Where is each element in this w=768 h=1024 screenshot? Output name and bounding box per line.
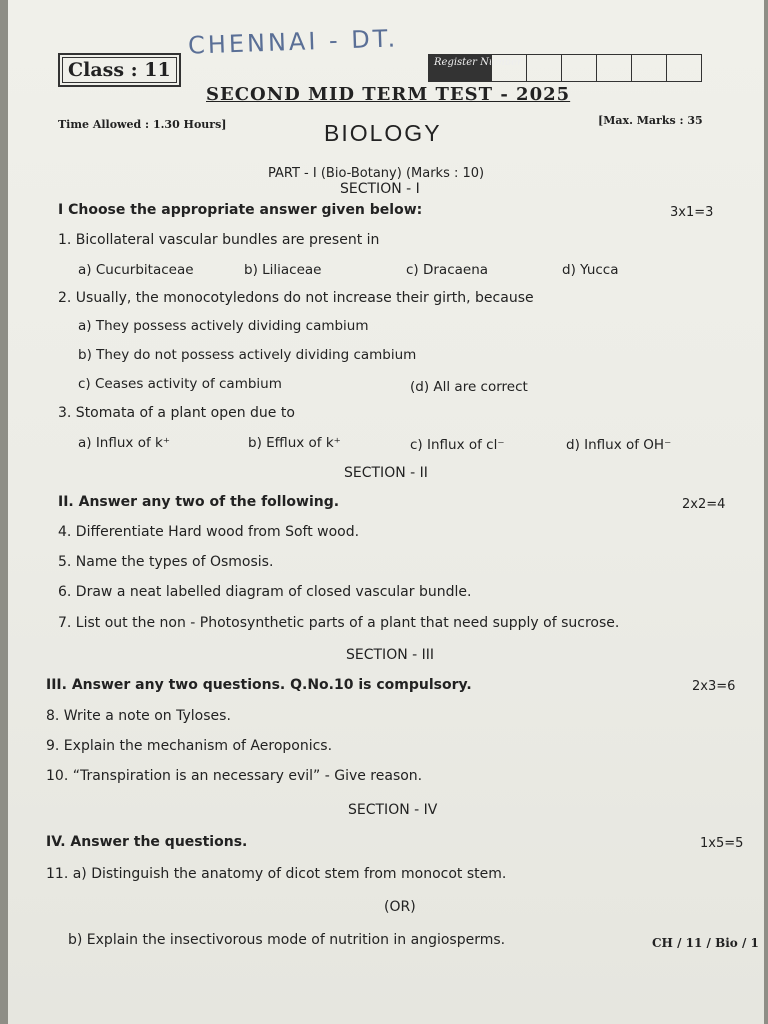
question-11b: b) Explain the insectivorous mode of nutrition in angiosperms. bbox=[68, 932, 506, 948]
q1-option-d: d) Yucca bbox=[562, 262, 619, 278]
q2-option-b: b) They do not possess actively dividing cambium bbox=[78, 347, 417, 363]
question-1: 1. Bicollateral vascular bundles are present in bbox=[58, 232, 380, 248]
section-3-heading: SECTION - III bbox=[346, 647, 435, 663]
question-2: 2. Usually, the monocotyledons do not increase their girth, because bbox=[58, 290, 534, 306]
section-2-instruction: II. Answer any two of the following. bbox=[58, 494, 340, 510]
register-cell bbox=[526, 55, 561, 81]
section-1-heading: SECTION - I bbox=[340, 181, 420, 197]
section-2-heading: SECTION - II bbox=[344, 465, 428, 481]
register-cell bbox=[561, 55, 596, 81]
register-cell bbox=[596, 55, 631, 81]
q2-option-c: c) Ceases activity of cambium bbox=[78, 376, 282, 392]
question-6: 6. Draw a neat labelled diagram of closed vascular bundle. bbox=[58, 584, 472, 600]
class-label: Class : 11 bbox=[58, 53, 181, 87]
question-7: 7. List out the non - Photosynthetic parts of a plant that need supply of sucrose. bbox=[58, 615, 620, 631]
q2-option-a: a) They possess actively dividing cambium bbox=[78, 318, 369, 334]
question-9: 9. Explain the mechanism of Aeroponics. bbox=[46, 738, 333, 754]
section-1-instruction: I Choose the appropriate answer given below: bbox=[58, 202, 423, 218]
max-marks: [Max. Marks : 35 bbox=[598, 114, 703, 127]
q1-option-c: c) Dracaena bbox=[406, 262, 489, 278]
q1-option-a: a) Cucurbitaceae bbox=[78, 262, 194, 278]
time-allowed: Time Allowed : 1.30 Hours] bbox=[58, 118, 227, 131]
question-11a: 11. a) Distinguish the anatomy of dicot stem from monocot stem. bbox=[46, 866, 507, 882]
q2-option-d: (d) All are correct bbox=[410, 379, 528, 395]
question-4: 4. Differentiate Hard wood from Soft wood. bbox=[58, 524, 360, 540]
q3-option-c: c) Influx of cl⁻ bbox=[410, 437, 505, 453]
register-cell bbox=[491, 55, 526, 81]
part-heading: PART - I (Bio-Botany) (Marks : 10) bbox=[268, 166, 485, 181]
section-2-marks: 2x2=4 bbox=[682, 497, 726, 512]
or-label: (OR) bbox=[384, 899, 416, 915]
q3-option-a: a) Influx of k⁺ bbox=[78, 435, 170, 451]
register-cell bbox=[666, 55, 701, 81]
question-8: 8. Write a note on Tyloses. bbox=[46, 708, 231, 724]
section-1-marks: 3x1=3 bbox=[670, 205, 714, 220]
section-4-marks: 1x5=5 bbox=[700, 836, 744, 851]
section-3-marks: 2x3=6 bbox=[692, 679, 736, 694]
q3-option-b: b) Efflux of k⁺ bbox=[248, 435, 341, 451]
section-4-instruction: IV. Answer the questions. bbox=[46, 834, 248, 850]
subject-title: BIOLOGY bbox=[324, 120, 442, 146]
exam-title: SECOND MID TERM TEST - 2025 bbox=[206, 84, 571, 105]
question-3: 3. Stomata of a plant open due to bbox=[58, 405, 295, 421]
q3-option-d: d) Influx of OH⁻ bbox=[566, 437, 672, 453]
paper-code: CH / 11 / Bio / 1 bbox=[652, 936, 759, 950]
exam-paper bbox=[8, 0, 764, 1024]
handwritten-note: CHENNAI - DT. bbox=[187, 24, 399, 60]
register-number-box bbox=[428, 54, 702, 82]
register-label: Register Number bbox=[429, 55, 491, 81]
question-10: 10. “Transpiration is an necessary evil” - Give reason. bbox=[46, 768, 423, 784]
section-3-instruction: III. Answer any two questions. Q.No.10 is compulsory. bbox=[46, 677, 472, 693]
q1-option-b: b) Liliaceae bbox=[244, 262, 322, 278]
section-4-heading: SECTION - IV bbox=[348, 802, 438, 818]
register-cell bbox=[631, 55, 666, 81]
question-5: 5. Name the types of Osmosis. bbox=[58, 554, 274, 570]
